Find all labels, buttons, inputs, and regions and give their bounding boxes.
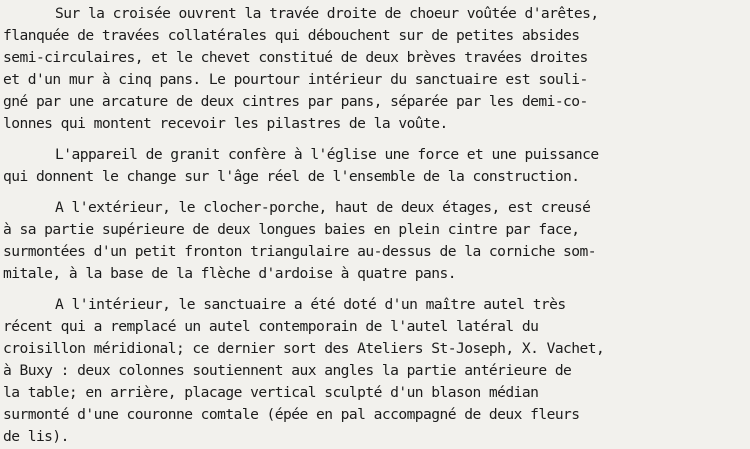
text-line: à sa partie supérieure de deux longues baies en plein cintre par face,	[3, 221, 580, 238]
text-line: récent qui a remplacé un autel contemporain de l'autel latéral du	[3, 318, 539, 335]
text-line: A l'extérieur, le clocher-porche, haut de deux étages, est creusé	[55, 199, 591, 216]
text-line: semi-circulaires, et le chevet constitué de deux brèves travées droites	[3, 49, 588, 66]
text-line: qui donnent le change sur l'âge réel de l'ensemble de la construction.	[3, 168, 580, 185]
text-line: surmontées d'un petit fronton triangulaire au-dessus de la corniche som-	[3, 243, 597, 260]
text-line: de lis).	[3, 428, 69, 445]
text-line: et d'un mur à cinq pans. Le pourtour intérieur du sanctuaire est souli-	[3, 71, 588, 88]
page-text	[3, 3, 747, 448]
text-line: A l'intérieur, le sanctuaire a été doté d'un maître autel très	[55, 296, 566, 313]
paragraph-appareil	[3, 144, 747, 188]
text-line: flanquée de travées collatérales qui débouchent sur de petites absides	[3, 27, 580, 44]
paragraph-exterieur	[3, 197, 747, 285]
paragraph-croisee	[3, 3, 747, 135]
text-line: croisillon méridional; ce dernier sort des Ateliers St-Joseph, X. Vachet,	[3, 340, 605, 357]
paragraph-gap	[3, 285, 747, 294]
paragraph-interieur	[3, 294, 747, 448]
text-line: Sur la croisée ouvrent la travée droite de choeur voûtée d'arêtes,	[55, 5, 599, 22]
paragraph-gap	[3, 135, 747, 144]
text-line: mitale, à la base de la flèche d'ardoise à quatre pans.	[3, 265, 456, 282]
text-line: à Buxy : deux colonnes soutiennent aux angles la partie antérieure de	[3, 362, 572, 379]
text-line: gné par une arcature de deux cintres par pans, séparée par les demi-co-	[3, 93, 588, 110]
text-line: lonnes qui montent recevoir les pilastres de la voûte.	[3, 115, 448, 132]
text-line: L'appareil de granit confère à l'église une force et une puissance	[55, 146, 599, 163]
text-line: la table; en arrière, placage vertical sculpté d'un blason médian	[3, 384, 539, 401]
text-line: surmonté d'une couronne comtale (épée en pal accompagné de deux fleurs	[3, 406, 580, 423]
paragraph-gap	[3, 188, 747, 197]
